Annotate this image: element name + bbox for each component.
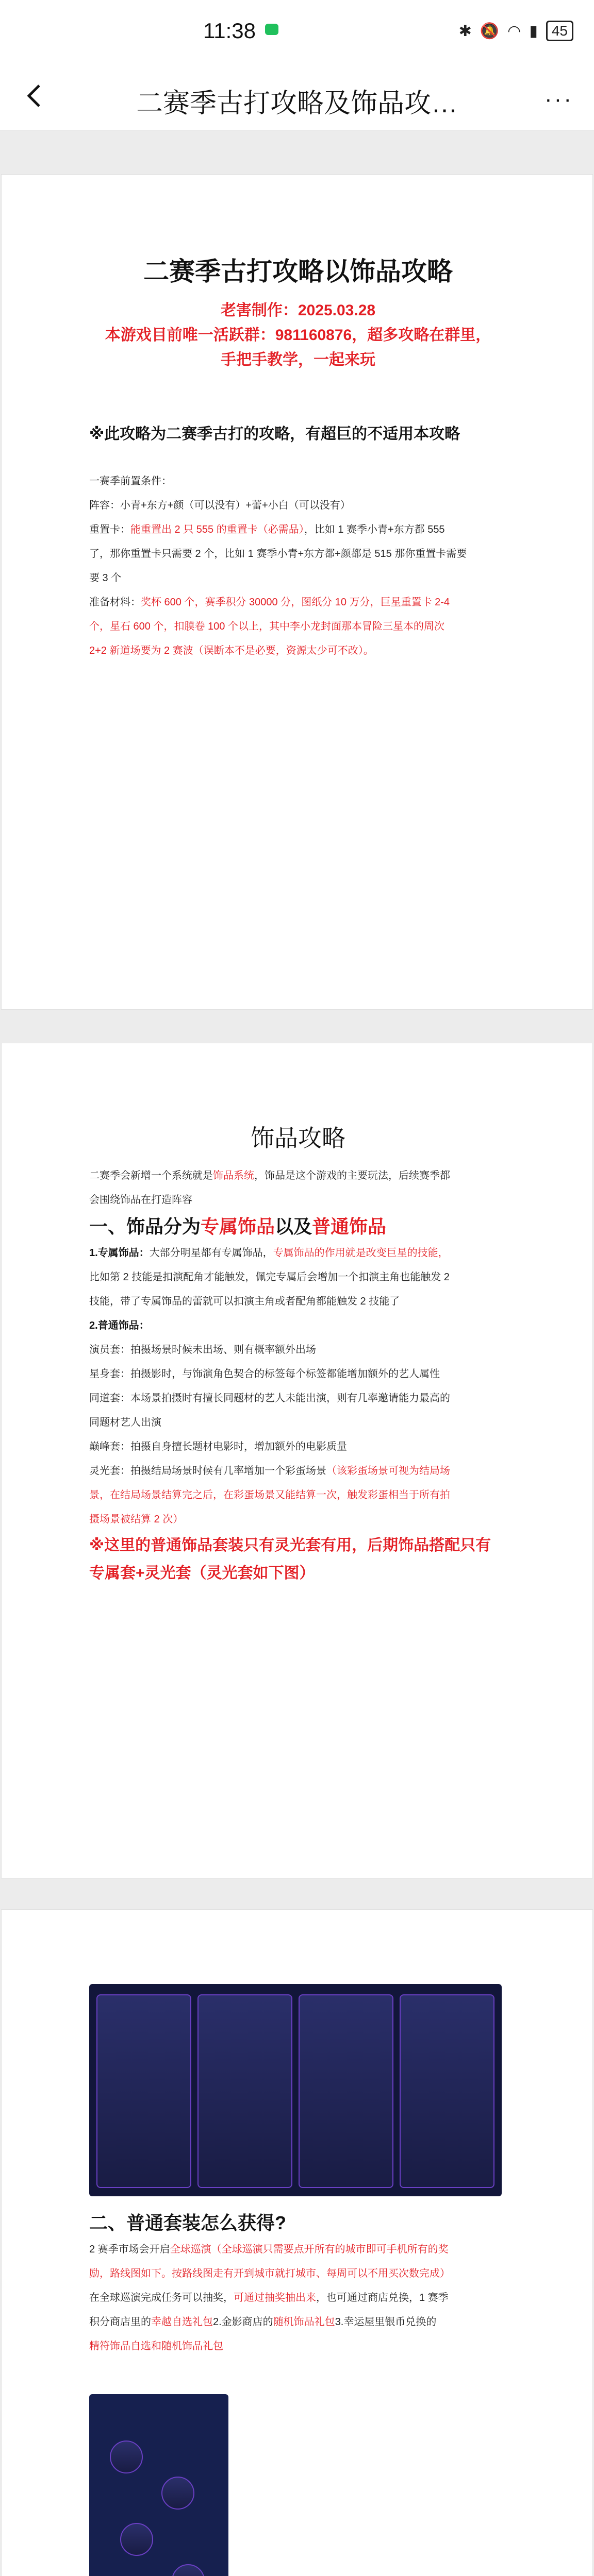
note-line: ※此攻略为二赛季古打的攻略，有超巨的不适用本攻略 (89, 426, 460, 443)
warning-line-1: ※这里的普通饰品套装只有灵光套有用，后期饰品搭配只有 (89, 1537, 491, 1554)
tour-line-2: 励，路线图如下。按路线图走有开到城市就打城市、每周可以不用买次数完成） (89, 2268, 450, 2279)
req-line-5: 准备材料：奖杯 600 个，赛季积分 30000 分，图纸分 10 万分，巨星重置卡 2-4 (89, 597, 450, 608)
requirements-block (89, 469, 507, 663)
intro-line-1: 二赛季会新增一个系统就是饰品系统，饰品是这个游戏的主要玩法，后续赛季都 (89, 1170, 450, 1181)
tour-line-1: 2 赛季市场会开启全球巡演（全球巡演只需要点开所有的城市即可手机所有的奖 (89, 2244, 449, 2255)
set-item-5b: 景，在结局场景结算完之后，在彩蛋场景又能结算一次，触发彩蛋相当于所有拍 (89, 1489, 450, 1501)
tour-line-4: 积分商店里的幸越自选礼包2.金影商店的随机饰品礼包3.幸运屋里银币兑换的 (89, 2316, 437, 2328)
exclusive-line-2: 比如第 2 技能是扣演配角才能触发，佩完专属后会增加一个扣演主角也能触发 2 (89, 1272, 450, 1283)
req-line-7: 2+2 新道场要为 2 赛波（误断本不是必要，资源太少可不改）。 (89, 645, 374, 656)
battery-indicator: 45 (546, 21, 573, 41)
status-bar (0, 0, 594, 62)
set-item-5: 灵光套：拍摄结局场景时候有几率增加一个彩蛋场景（该彩蛋场景可视为结局场 (89, 1465, 450, 1477)
section-title: 饰品攻略 (251, 1125, 345, 1151)
wifi-icon: ◠ (507, 22, 521, 40)
nav-bar (0, 62, 594, 130)
bluetooth-icon: ✱ (458, 22, 472, 40)
set-item-0: 演员套：拍摄场景时候未出场、则有概率额外出场 (89, 1344, 316, 1355)
req-line-1: 阵容：小青+东方+颜（可以没有）+蕾+小白（可以没有） (89, 500, 351, 511)
document-title: 二赛季古打攻略以饰品攻略 (143, 257, 453, 286)
document-page-1 (1, 174, 593, 1010)
signal-icon: ▮ (529, 22, 538, 40)
mute-icon: 🔕 (480, 22, 500, 40)
heading-1: 一、饰品分为专属饰品以及普通饰品 (89, 1216, 387, 1237)
wechat-notification-icon (265, 24, 278, 35)
status-time: 11:38 (203, 19, 256, 43)
exclusive-line-1: 1.专属饰品：大部分明星都有专属饰品，专属饰品的作用就是改变巨星的技能， (89, 1247, 449, 1259)
req-line-2: 重置卡：能重置出 2 只 555 的重置卡（必需品），比如 1 赛季小青+东方都 555 (89, 524, 445, 535)
req-line-4: 要 3 个 (89, 572, 122, 584)
set-item-4: 巅峰套：拍摄自身擅长题材电影时，增加额外的电影质量 (89, 1441, 347, 1452)
tour-line-5: 精符饰品自选和随机饰品礼包 (89, 2341, 223, 2352)
set-item-3: 同题材艺人出演 (89, 1417, 161, 1428)
exclusive-line-3: 技能，带了专属饰品的蕾就可以扣演主角或者配角都能触发 2 技能了 (89, 1296, 400, 1307)
more-options-button[interactable]: ··· (544, 87, 573, 112)
req-line-6: 个，星石 600 个，扣膜卷 100 个以上，其中李小龙封面那本冒险三星本的周次 (89, 621, 444, 632)
intro-line-2: 会围绕饰品在打造阵容 (89, 1194, 192, 1206)
document-page-3 (1, 1909, 593, 2576)
chevron-left-icon (19, 79, 52, 112)
warning-line-2: 专属套+灵光套（灵光套如下图） (89, 1565, 315, 1582)
set-item-1: 星身套：拍摄影时，与饰演角色契合的标签每个标签都能增加额外的艺人属性 (89, 1368, 440, 1380)
lingguang-set-screenshot (89, 1984, 502, 2196)
heading-2: 二、普通套装怎么获得? (89, 2212, 286, 2233)
set-item-5c: 摄场景被结算 2 次） (89, 1514, 184, 1525)
contact-line-1: 本游戏目前唯一活跃群：981160876，超多攻略在群里， (105, 327, 491, 344)
document-page-2 (1, 1043, 593, 1878)
back-button[interactable] (19, 79, 52, 112)
tour-line-3: 在全球巡演完成任务可以抽奖，可通过抽奖抽出来，也可通过商店兑换，1 赛季 (89, 2292, 449, 2303)
req-line-0: 一赛季前置条件： (89, 476, 172, 487)
normal-heading: 2.普通饰品： (89, 1320, 150, 1331)
world-tour-route-screenshot (89, 2394, 228, 2576)
page-title: 二赛季古打攻略及饰品攻… (136, 89, 458, 118)
status-icons (459, 21, 573, 41)
contact-line-2: 手把手教学，一起来玩 (221, 351, 375, 368)
author-line: 老害制作：2025.03.28 (220, 302, 376, 319)
set-item-2: 同道套：本场景拍摄时有擅长同题材的艺人未能出演，则有几率邀请能力最高的 (89, 1393, 450, 1404)
req-line-3: 了，那你重置卡只需要 2 个，比如 1 赛季小青+东方都+颜都是 515 那你重置卡需要 (89, 548, 467, 560)
